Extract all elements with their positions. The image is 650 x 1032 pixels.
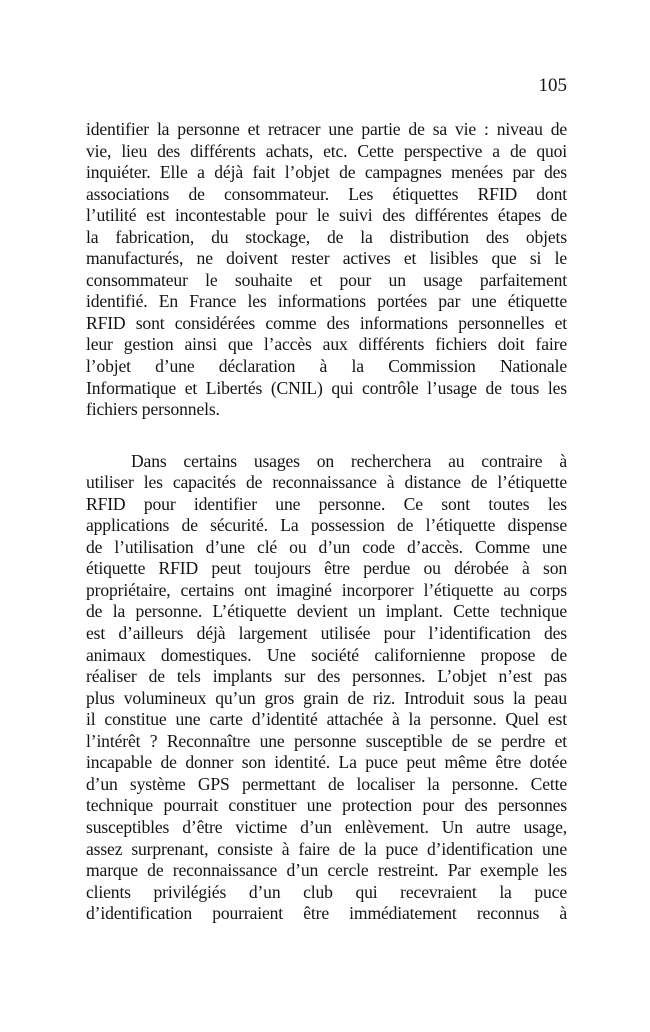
text-line: RFID pour identifier une personne. Ce sont toutes les	[86, 493, 567, 514]
text-line: utiliser les capacités de reconnaissance à distance de l’étiquette	[86, 472, 567, 493]
text-line: clients privilégiés d’un club qui recevraient la puce	[86, 881, 567, 902]
text-line: leur gestion ainsi que l’accès aux différents fichiers doit faire	[86, 334, 567, 355]
text-line: identifié. En France les informations portées par une étiquette	[86, 291, 567, 312]
text-line: assez surprenant, consiste à faire de la puce d’identification une	[86, 838, 567, 859]
text-line: est d’ailleurs déjà largement utilisée pour l’identification des	[86, 623, 567, 644]
text-line: incapable de donner son identité. La puce peut même être dotée	[86, 752, 567, 773]
text-line: consommateur le souhaite et pour un usage parfaitement	[86, 269, 567, 290]
text-line: d’un système GPS permettant de localiser la personne. Cette	[86, 773, 567, 794]
text-line: il constitue une carte d’identité attachée à la personne. Quel est	[86, 709, 567, 730]
page-number: 105	[538, 75, 567, 96]
text-line: fichiers personnels.	[86, 399, 220, 420]
text-line: animaux domestiques. Une société californienne propose de	[86, 644, 567, 665]
text-line: de la personne. L’étiquette devient un implant. Cette technique	[86, 601, 567, 622]
text-line: l’intérêt ? Reconnaître une personne susceptible de se perdre et	[86, 730, 567, 751]
text-line: inquiéter. Elle a déjà fait l’objet de campagnes menées par des	[86, 162, 567, 183]
text-line: identifier la personne et retracer une partie de sa vie : niveau de	[86, 119, 567, 139]
text-line: susceptibles d’être victime d’un enlèvement. Un autre usage,	[86, 816, 567, 837]
paragraph-1	[86, 119, 567, 421]
text-line: manufacturés, ne doivent rester actives et lisibles que si le	[86, 248, 567, 269]
text-line: applications de sécurité. La possession de l’étiquette dispense	[86, 515, 567, 536]
text-line: technique pourrait constituer une protection pour des personnes	[86, 795, 567, 816]
text-line: Dans certains usages on recherchera au contraire à	[131, 450, 567, 471]
paragraph-spacer	[86, 421, 567, 451]
text-line: Informatique et Libertés (CNIL) qui contrôle l’usage de tous les	[86, 377, 567, 398]
text-line: associations de consommateur. Les étiquettes RFID dont	[86, 183, 567, 204]
text-line: l’objet d’une déclaration à la Commission Nationale	[86, 356, 567, 377]
text-line: propriétaire, certains ont imaginé incorporer l’étiquette au corps	[86, 579, 567, 600]
text-line: plus volumineux qu’un gros grain de riz. Introduit sous la peau	[86, 687, 567, 708]
text-line: vie, lieu des différents achats, etc. Cette perspective a de quoi	[86, 140, 567, 161]
text-line: de l’utilisation d’une clé ou d’un code d’accès. Comme une	[86, 536, 567, 557]
text-line: d’identification pourraient être immédiatement reconnus à	[86, 903, 567, 924]
text-line: la fabrication, du stockage, de la distribution des objets	[86, 226, 567, 247]
text-line: RFID sont considérées comme des informations personnelles et	[86, 312, 567, 333]
text-line: réaliser de tels implants sur des personnes. L’objet n’est pas	[86, 666, 567, 687]
body-text	[86, 119, 567, 925]
paragraph-2	[86, 451, 567, 925]
text-line: l’utilité est incontestable pour le suivi des différentes étapes de	[86, 205, 567, 226]
text-line: étiquette RFID peut toujours être perdue ou dérobée à son	[86, 558, 567, 579]
text-line: marque de reconnaissance d’un cercle restreint. Par exemple les	[86, 860, 567, 881]
